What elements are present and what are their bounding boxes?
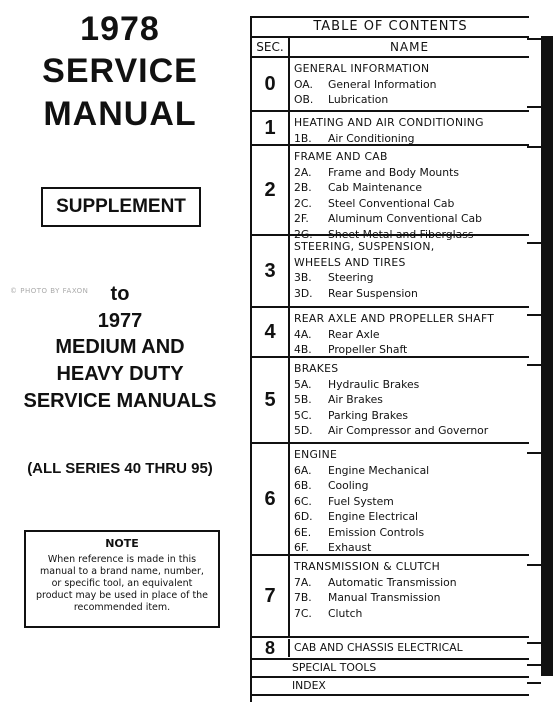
toc-special-tools[interactable]: SPECIAL TOOLS — [252, 660, 529, 678]
tab-mark — [527, 452, 541, 454]
toc-section-heading: STEERING, SUSPENSION, — [294, 240, 435, 253]
toc-section-heading: CAB AND CHASSIS ELECTRICAL — [294, 641, 463, 654]
toc-section-body — [290, 146, 529, 241]
toc-item[interactable] — [294, 463, 529, 479]
toc-item[interactable] — [294, 423, 529, 439]
toc-item[interactable] — [294, 540, 529, 556]
cover-sub-heavy: HEAVY DUTY — [56, 363, 184, 385]
toc-item-name: Aluminum Conventional Cab — [328, 212, 482, 225]
toc-index[interactable]: INDEX — [252, 678, 529, 696]
cover-sub-manuals: SERVICE MANUALS — [23, 390, 217, 412]
toc-section-heading: GENERAL INFORMATION — [294, 62, 430, 75]
toc-item-name: Steering — [328, 271, 374, 284]
tab-mark — [527, 664, 541, 666]
toc-section-heading: REAR AXLE AND PROPELLER SHAFT — [294, 312, 495, 325]
toc-item[interactable] — [294, 590, 529, 606]
toc-sections — [252, 58, 529, 638]
toc-item[interactable] — [294, 270, 529, 286]
toc-section-8[interactable] — [252, 638, 529, 660]
thumb-index-tabs — [527, 16, 553, 700]
toc-item-code: 2A. — [294, 165, 312, 179]
toc-item-name: Propeller Shaft — [328, 343, 408, 356]
cover-to: to — [110, 283, 130, 305]
toc-item-code: 2C. — [294, 196, 312, 210]
toc-item-code: 1B. — [294, 131, 312, 145]
toc-section-number: 5 — [252, 358, 290, 442]
toc-item-code: 5D. — [294, 424, 313, 437]
toc-section-number: 4 — [252, 308, 290, 356]
toc-item[interactable] — [294, 131, 529, 147]
cover-title-manual: MANUAL — [43, 95, 197, 133]
toc-section-heading: TRANSMISSION & CLUTCH — [294, 560, 441, 573]
tab-mark — [527, 314, 541, 316]
toc-section-body — [290, 112, 529, 144]
toc-col-name: NAME — [389, 40, 430, 54]
tab-mark — [527, 106, 541, 108]
toc-section-number: 3 — [252, 236, 290, 306]
tab-mark — [527, 364, 541, 366]
toc-item-code: 4B. — [294, 343, 312, 356]
toc-item-name: Lubrication — [328, 93, 389, 106]
toc-item-name: Air Compressor and Governor — [328, 424, 489, 437]
toc-section-body — [290, 308, 529, 356]
toc-section-0[interactable] — [252, 58, 529, 112]
toc-item-code: 6C. — [294, 494, 312, 508]
toc-section-heading: HEATING AND AIR CONDITIONING — [294, 116, 484, 129]
tab-mark — [527, 242, 541, 244]
toc-section-number: 8 — [252, 639, 290, 657]
toc-item[interactable] — [294, 606, 529, 622]
cover-sub-medium: MEDIUM AND — [55, 336, 185, 358]
toc-section-number: 0 — [252, 58, 290, 110]
toc-section-5[interactable] — [252, 358, 529, 444]
toc-section-body — [290, 236, 529, 306]
toc-item-name: Cooling — [328, 479, 369, 492]
toc-item[interactable] — [294, 525, 529, 541]
toc-item[interactable] — [294, 342, 529, 358]
cover-title-service: SERVICE — [42, 52, 198, 90]
toc-item-name: Air Conditioning — [328, 131, 415, 145]
toc-item-name: Cab Maintenance — [328, 181, 422, 194]
toc-section-4[interactable] — [252, 308, 529, 358]
toc-section-number: 6 — [252, 444, 290, 554]
tab-mark — [527, 682, 541, 684]
toc-item-code: 2G. — [294, 227, 313, 241]
toc-item-name: Engine Mechanical — [328, 463, 430, 477]
tab-mark — [527, 564, 541, 566]
toc-item-code: 3D. — [294, 286, 313, 300]
toc-item[interactable] — [294, 286, 529, 302]
toc-item-code: 2F. — [294, 212, 309, 225]
tab-mark — [527, 146, 541, 148]
cover-year: 1978 — [80, 10, 160, 48]
toc-section-body — [290, 58, 529, 110]
toc-item-name: Exhaust — [328, 541, 372, 554]
toc-item-code: 7B. — [294, 591, 312, 604]
toc-item-code: OB. — [294, 93, 314, 106]
toc-item-name: Emission Controls — [328, 525, 425, 539]
toc-section-7[interactable] — [252, 556, 529, 638]
toc-item-code: 5B. — [294, 393, 312, 406]
cover-series: (ALL SERIES 40 THRU 95) — [27, 460, 213, 477]
watermark: © PHOTO BY FAXON — [10, 287, 89, 295]
tab-mark — [527, 38, 541, 40]
toc-item-name: Steel Conventional Cab — [328, 196, 455, 210]
tab-mark — [527, 642, 541, 644]
toc-section-body — [290, 556, 529, 636]
toc-item-name: Hydraulic Brakes — [328, 377, 420, 391]
toc-section-number: 1 — [252, 112, 290, 144]
toc-item-code: 6F. — [294, 541, 309, 554]
toc-section-6[interactable] — [252, 444, 529, 556]
toc-section-number: 7 — [252, 556, 290, 636]
toc-item-name: Rear Suspension — [328, 286, 418, 300]
toc-item[interactable] — [294, 478, 529, 494]
toc-item-name: Sheet Metal and Fiberglass — [328, 227, 474, 241]
toc-item-code: 4A. — [294, 327, 312, 341]
toc-item-code: 6D. — [294, 510, 313, 523]
toc-item-name: Automatic Transmission — [328, 575, 457, 589]
toc-item[interactable] — [294, 327, 529, 343]
toc-title: TABLE OF CONTENTS — [252, 18, 529, 38]
toc-item-code: OA. — [294, 77, 313, 91]
cover-year-1977: 1977 — [97, 310, 143, 332]
toc-item[interactable] — [294, 494, 529, 510]
toc-section-heading: BRAKES — [294, 362, 339, 375]
note-title: NOTE — [105, 537, 139, 550]
toc-item[interactable] — [294, 575, 529, 591]
toc-item-name: Rear Axle — [328, 327, 380, 341]
toc-section-number: 2 — [252, 146, 290, 234]
toc-item[interactable] — [294, 509, 529, 525]
toc-item-name: Clutch — [328, 606, 363, 620]
toc-item-code: 6A. — [294, 463, 312, 477]
toc-item[interactable] — [294, 92, 529, 108]
toc-item[interactable] — [294, 408, 529, 424]
toc-header — [252, 38, 529, 58]
toc-item-code: 5A. — [294, 377, 312, 391]
supplement-box: SUPPLEMENT — [41, 187, 201, 227]
toc-item-code: 6E. — [294, 525, 312, 539]
toc-item-code: 7C. — [294, 606, 312, 620]
toc-section-heading: FRAME AND CAB — [294, 150, 388, 163]
cover-panel — [0, 0, 248, 700]
toc-section-2[interactable] — [252, 146, 529, 241]
toc-item[interactable] — [294, 180, 529, 196]
toc-section-body — [290, 444, 529, 554]
toc-section-heading: WHEELS AND TIRES — [294, 255, 406, 269]
toc-section-body — [290, 358, 529, 442]
toc-item-name: General Information — [328, 77, 437, 91]
toc-item-name: Air Brakes — [328, 393, 383, 406]
toc-item[interactable] — [294, 377, 529, 393]
toc-item-code: 5C. — [294, 408, 312, 422]
toc-item-name: Engine Electrical — [328, 510, 419, 523]
table-of-contents — [250, 16, 529, 702]
note-box — [24, 530, 220, 628]
toc-item[interactable] — [294, 211, 529, 227]
toc-item-code: 7A. — [294, 575, 312, 589]
toc-item[interactable] — [294, 196, 529, 212]
toc-item[interactable] — [294, 392, 529, 408]
note-body: When reference is made in this manual to a brand name, number, or specific tool, an equivalent product may be used in place of the recommended item. — [35, 554, 209, 613]
toc-item-name: Frame and Body Mounts — [328, 165, 459, 179]
toc-item[interactable] — [294, 77, 529, 93]
toc-item[interactable] — [294, 165, 529, 181]
toc-col-sec: SEC. — [252, 38, 290, 56]
toc-item-code: 2B. — [294, 181, 312, 194]
toc-section-heading: ENGINE — [294, 448, 338, 461]
toc-item-code: 3B. — [294, 271, 312, 284]
toc-item-code: 6B. — [294, 479, 312, 492]
toc-item-name: Manual Transmission — [328, 591, 441, 604]
toc-item-name: Parking Brakes — [328, 408, 409, 422]
toc-section-3[interactable] — [252, 236, 529, 308]
tab-strip — [541, 36, 553, 676]
toc-section-1[interactable] — [252, 112, 529, 146]
toc-item-name: Fuel System — [328, 494, 394, 508]
